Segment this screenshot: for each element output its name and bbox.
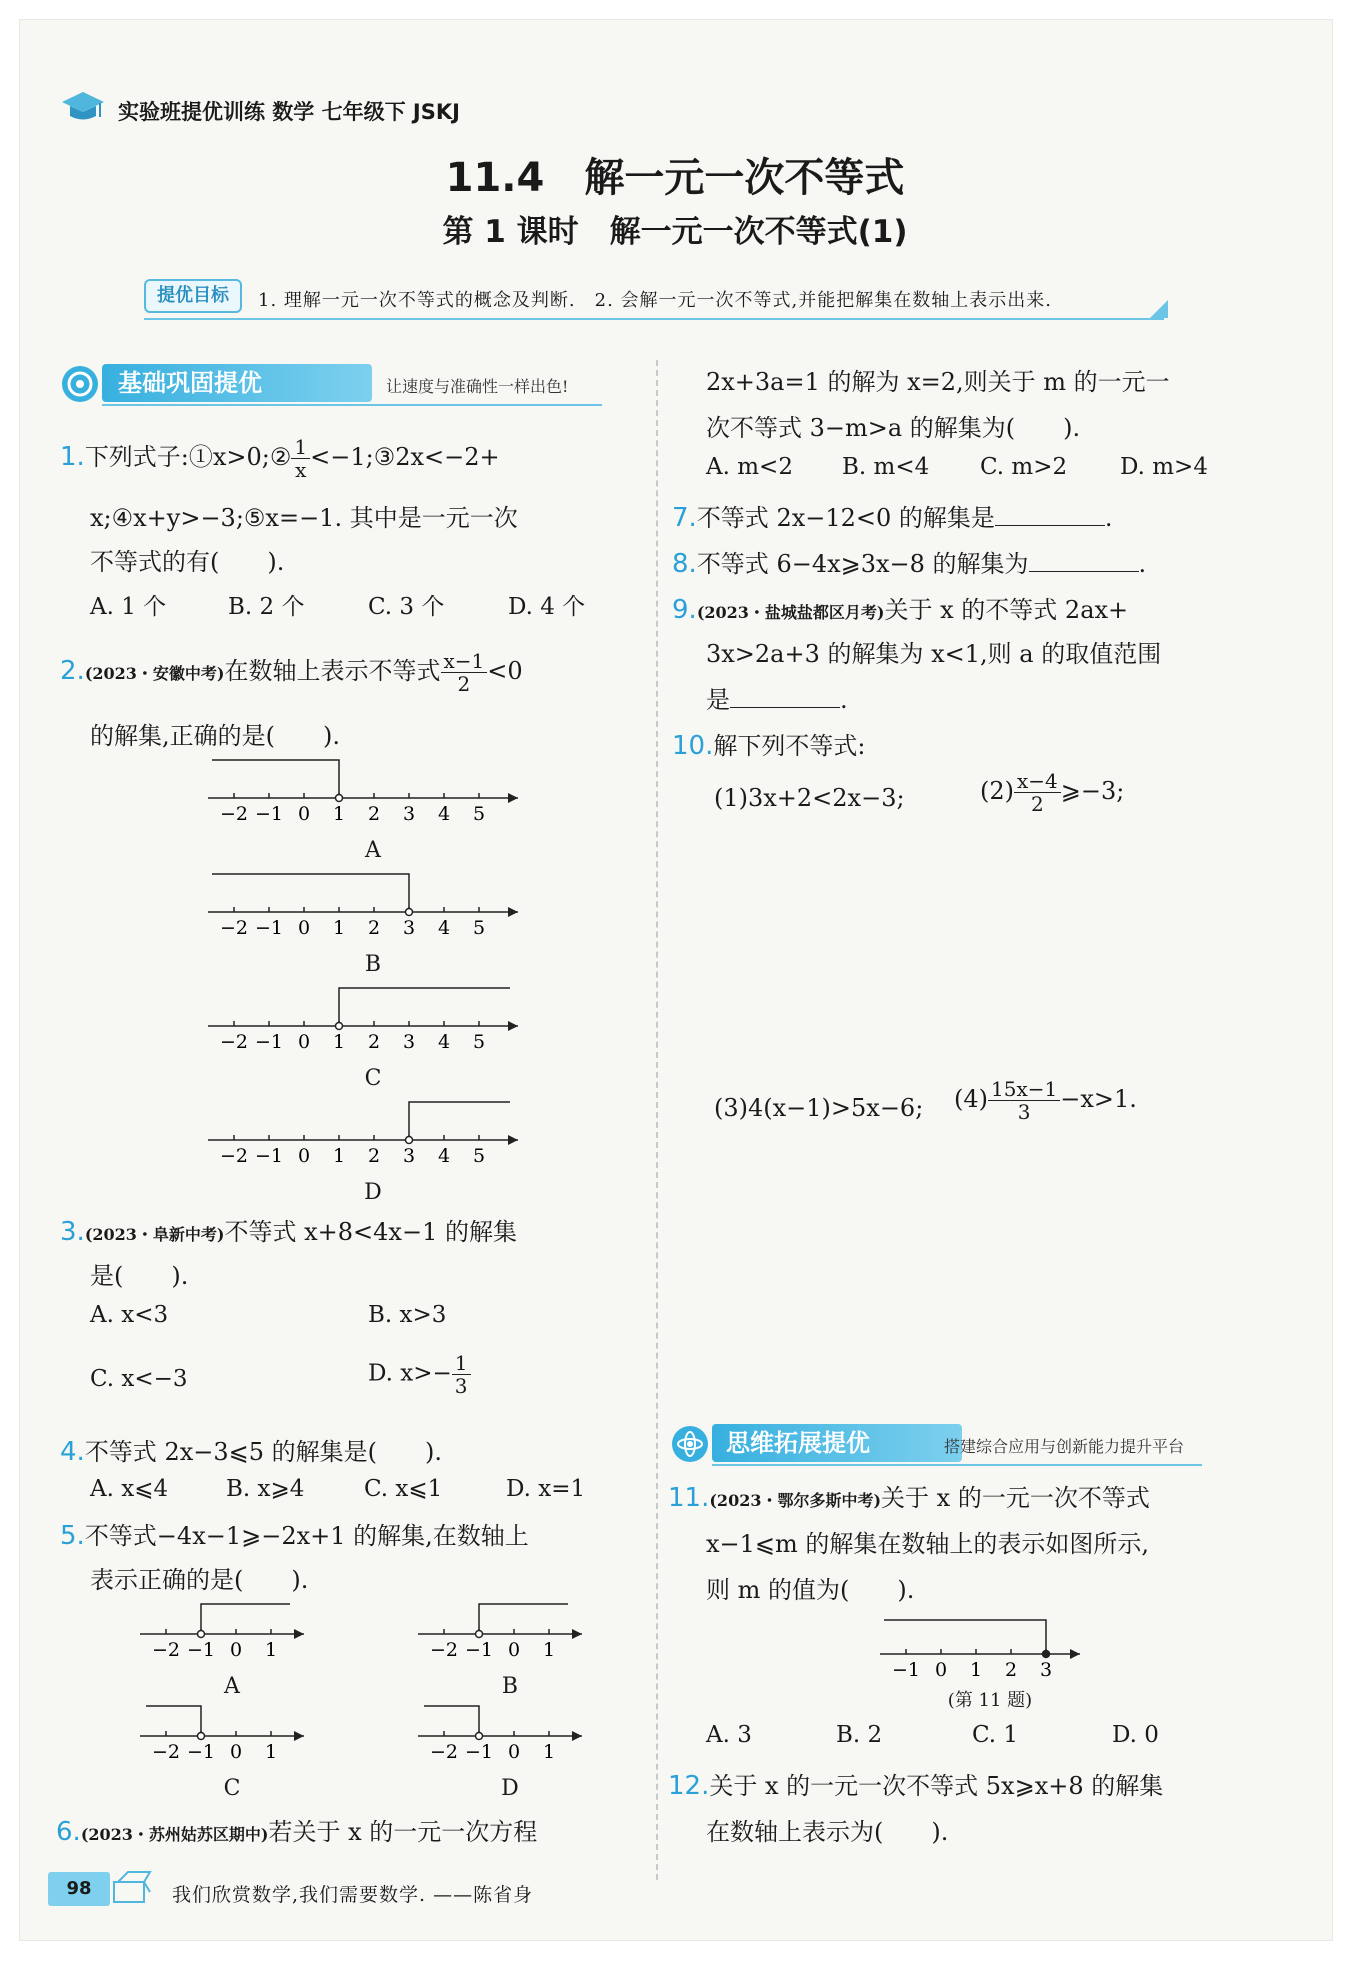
q1-option-b: B. 2 个 bbox=[228, 594, 305, 620]
q11-line3: 则 m 的值为( ). bbox=[706, 1576, 915, 1604]
endpoint-marker bbox=[198, 1733, 205, 1740]
tick-label: 0 bbox=[297, 1145, 311, 1167]
section-subtitle-extension: 搭建综合应用与创新能力提升平台 bbox=[944, 1437, 1185, 1456]
tick-label: 1 bbox=[542, 1639, 556, 1661]
q12-line1: 12.关于 x 的一元一次不等式 5x⩾x+8 的解集 bbox=[668, 1771, 1164, 1801]
q1-fraction: $\frac{1}{x}$ bbox=[291, 436, 310, 481]
q12-line2: 在数轴上表示为( ). bbox=[706, 1818, 949, 1846]
tick-label: −1 bbox=[254, 1031, 284, 1053]
tick-label: 1 bbox=[332, 803, 346, 825]
section-title: 11.4 解一元一次不等式 bbox=[445, 155, 905, 201]
tick-label: 2 bbox=[367, 1145, 381, 1167]
number-line-c bbox=[208, 980, 538, 1091]
number-line-b bbox=[208, 866, 538, 977]
axis-arrow-icon bbox=[1070, 1649, 1080, 1659]
figure-label: B bbox=[501, 1674, 519, 1699]
goals-corner-mark bbox=[1150, 300, 1168, 318]
goals-tag: 提优目标 bbox=[144, 279, 242, 313]
q5-line1: 5.不等式−4x−1⩾−2x+1 的解集,在数轴上 bbox=[60, 1521, 529, 1551]
target-icon bbox=[62, 366, 98, 402]
solution-bracket bbox=[409, 1102, 510, 1140]
q3-line2: 是( ). bbox=[90, 1262, 189, 1290]
tick-label: 5 bbox=[472, 803, 486, 825]
tick-label: 5 bbox=[472, 1145, 486, 1167]
figure-label: C bbox=[364, 1066, 382, 1091]
q3-option-d: D. x>− $\frac{1}{3}$ bbox=[368, 1352, 471, 1397]
tick-label: 4 bbox=[437, 917, 451, 939]
q11-option-a: A. 3 bbox=[706, 1722, 752, 1748]
q9-line1: 9.(2023・盐城盐都区月考)关于 x 的不等式 2ax+ bbox=[672, 595, 1129, 625]
tick-label: −2 bbox=[219, 917, 249, 939]
number-line-d bbox=[418, 1698, 602, 1801]
axis-arrow-icon bbox=[508, 1021, 518, 1031]
tick-label: 2 bbox=[367, 1031, 381, 1053]
tick-label: 0 bbox=[934, 1659, 948, 1681]
tick-label: −1 bbox=[891, 1659, 921, 1681]
tick-label: 0 bbox=[229, 1741, 243, 1763]
q3-line1: 3.(2023・阜新中考)不等式 x+8<4x−1 的解集 bbox=[60, 1217, 517, 1247]
q6-line2: 2x+3a=1 的解为 x=2,则关于 m 的一元一 bbox=[706, 368, 1170, 396]
solution-bracket bbox=[884, 1620, 1046, 1654]
number-line-c bbox=[140, 1698, 324, 1801]
lesson-subtitle: 第 1 课时 解一元一次不等式(1) bbox=[442, 214, 908, 250]
q7-blank bbox=[995, 503, 1105, 526]
solution-bracket bbox=[146, 1706, 201, 1736]
q10-part2: (2) $\frac{x-4}{2}$ ⩾−3; bbox=[980, 769, 1125, 816]
q5-line2: 表示正确的是( ). bbox=[90, 1566, 309, 1594]
tick-label: 3 bbox=[1039, 1659, 1053, 1681]
figure-label: C bbox=[223, 1776, 241, 1801]
figure-label: D bbox=[364, 1180, 382, 1205]
q4-option-a: A. x⩽4 bbox=[90, 1476, 169, 1502]
q1-line1: 1.下列式子:①x>0;② $\frac{1}{x}$ <−1;③2x<−2+ bbox=[60, 435, 500, 482]
endpoint-marker bbox=[476, 1733, 483, 1740]
graduation-cap-icon bbox=[60, 90, 106, 128]
endpoint-marker bbox=[336, 795, 343, 802]
q11-option-b: B. 2 bbox=[836, 1722, 883, 1748]
q8-line: 8.不等式 6−4x⩾3x−8 的解集为 . bbox=[672, 549, 1147, 579]
q2-fraction: $\frac{x-1}{2}$ bbox=[441, 650, 488, 695]
tick-label: 2 bbox=[367, 803, 381, 825]
solution-bracket bbox=[479, 1604, 568, 1634]
q1-option-d: D. 4 个 bbox=[508, 594, 586, 620]
axis-arrow-icon bbox=[508, 793, 518, 803]
tick-label: 0 bbox=[507, 1639, 521, 1661]
tick-label: 0 bbox=[297, 917, 311, 939]
page-number: 98 bbox=[48, 1872, 110, 1906]
number-line-d bbox=[208, 1094, 538, 1205]
tick-label: −2 bbox=[219, 803, 249, 825]
tick-label: 0 bbox=[507, 1741, 521, 1763]
tick-label: 2 bbox=[1004, 1659, 1018, 1681]
figure-label: D bbox=[501, 1776, 519, 1801]
section-banner-basic bbox=[62, 364, 612, 404]
q10-part4: (4) $\frac{15x-1}{3}$ −x>1. bbox=[954, 1077, 1137, 1124]
axis-arrow-icon bbox=[294, 1629, 304, 1639]
q3-option-a: A. x<3 bbox=[90, 1302, 169, 1328]
solution-bracket bbox=[201, 1604, 290, 1634]
tick-label: −1 bbox=[464, 1639, 494, 1661]
q3-option-c: C. x<−3 bbox=[90, 1366, 188, 1392]
q4-option-c: C. x⩽1 bbox=[364, 1476, 443, 1502]
axis-arrow-icon bbox=[572, 1629, 582, 1639]
q11-option-d: D. 0 bbox=[1112, 1722, 1159, 1748]
tick-label: −2 bbox=[219, 1031, 249, 1053]
tick-label: 1 bbox=[542, 1741, 556, 1763]
tick-label: −1 bbox=[186, 1639, 216, 1661]
q6-option-d: D. m>4 bbox=[1120, 454, 1208, 480]
tick-label: 3 bbox=[402, 1145, 416, 1167]
tick-label: −2 bbox=[429, 1741, 459, 1763]
tick-label: 5 bbox=[472, 917, 486, 939]
endpoint-marker bbox=[476, 1631, 483, 1638]
tick-label: 5 bbox=[472, 1031, 486, 1053]
tick-label: 0 bbox=[297, 803, 311, 825]
figure-label: A bbox=[365, 838, 381, 863]
tick-label: 3 bbox=[402, 1031, 416, 1053]
tick-label: −1 bbox=[254, 917, 284, 939]
q11-option-c: C. 1 bbox=[972, 1722, 1019, 1748]
tick-label: 1 bbox=[264, 1639, 278, 1661]
tick-label: −1 bbox=[254, 803, 284, 825]
endpoint-marker bbox=[406, 1137, 413, 1144]
solution-bracket bbox=[212, 760, 339, 798]
tick-label: 1 bbox=[332, 1031, 346, 1053]
tick-label: 3 bbox=[402, 803, 416, 825]
q2-line2: 的解集,正确的是( ). bbox=[90, 722, 340, 750]
q1-line3: 不等式的有( ). bbox=[90, 548, 285, 576]
q7-line: 7.不等式 2x−12<0 的解集是 . bbox=[672, 503, 1113, 533]
q9-blank bbox=[730, 685, 840, 708]
axis-arrow-icon bbox=[572, 1731, 582, 1741]
book-title: 实验班提优训练 数学 七年级下 JSKJ bbox=[118, 100, 460, 124]
q10-line1: 10.解下列不等式: bbox=[672, 731, 866, 761]
axis-arrow-icon bbox=[294, 1731, 304, 1741]
q9-line2: 3x>2a+3 的解集为 x<1,则 a 的取值范围 bbox=[706, 640, 1162, 668]
q10-part1: (1)3x+2<2x−3; bbox=[714, 784, 905, 812]
atom-icon bbox=[672, 1426, 708, 1462]
tick-label: −2 bbox=[429, 1639, 459, 1661]
tick-label: 0 bbox=[297, 1031, 311, 1053]
q6-line1: 6.(2023・苏州姑苏区期中)若关于 x 的一元一次方程 bbox=[56, 1817, 538, 1847]
q11-figure-caption: (第 11 题) bbox=[947, 1690, 1033, 1711]
endpoint-marker bbox=[198, 1631, 205, 1638]
q11-line1: 11.(2023・鄂尔多斯中考)关于 x 的一元一次不等式 bbox=[668, 1483, 1150, 1513]
q8-blank bbox=[1029, 549, 1139, 572]
endpoint-marker bbox=[406, 909, 413, 916]
q6-option-b: B. m<4 bbox=[842, 454, 930, 480]
number-line-b bbox=[418, 1596, 602, 1699]
tick-label: 1 bbox=[332, 1145, 346, 1167]
solution-bracket bbox=[212, 874, 409, 912]
axis-arrow-icon bbox=[508, 907, 518, 917]
number-line-a bbox=[208, 752, 538, 863]
q6-line3: 次不等式 3−m>a 的解集为( ). bbox=[706, 414, 1081, 442]
q6-option-c: C. m>2 bbox=[980, 454, 1068, 480]
tick-label: 1 bbox=[264, 1741, 278, 1763]
tick-label: −1 bbox=[464, 1741, 494, 1763]
section-title-extension: 思维拓展提优 bbox=[712, 1424, 962, 1462]
q3-option-b: B. x>3 bbox=[368, 1302, 447, 1328]
number-line-a bbox=[140, 1596, 324, 1699]
solution-bracket bbox=[339, 988, 510, 1026]
tick-label: 1 bbox=[332, 917, 346, 939]
q2-line1: 2.(2023・安徽中考)在数轴上表示不等式 $\frac{x-1}{2}$ <0 bbox=[60, 649, 523, 696]
q11-line2: x−1⩽m 的解集在数轴上的表示如图所示, bbox=[706, 1530, 1150, 1558]
book-stack-icon bbox=[110, 1868, 154, 1912]
tick-label: −2 bbox=[151, 1741, 181, 1763]
tick-label: −2 bbox=[151, 1639, 181, 1661]
q4-line1: 4.不等式 2x−3⩽5 的解集是( ). bbox=[60, 1437, 442, 1467]
section-banner-extension bbox=[672, 1424, 1212, 1464]
solution-bracket bbox=[424, 1706, 479, 1736]
endpoint-marker bbox=[1043, 1651, 1050, 1658]
footer-quote: 我们欣赏数学,我们需要数学. ——陈省身 bbox=[172, 1884, 534, 1906]
q1-option-c: C. 3 个 bbox=[368, 594, 445, 620]
q6-option-a: A. m<2 bbox=[706, 454, 793, 480]
tick-label: 1 bbox=[969, 1659, 983, 1681]
tick-label: 0 bbox=[229, 1639, 243, 1661]
tick-label: −1 bbox=[254, 1145, 284, 1167]
endpoint-marker bbox=[336, 1023, 343, 1030]
banner-underline bbox=[102, 404, 602, 406]
section-title-basic: 基础巩固提优 bbox=[102, 364, 372, 402]
banner-underline bbox=[712, 1464, 1202, 1466]
q1-line2: x;④x+y>−3;⑤x=−1. 其中是一元一次 bbox=[90, 504, 518, 532]
tick-label: 4 bbox=[437, 1145, 451, 1167]
q10-part3: (3)4(x−1)>5x−6; bbox=[714, 1094, 924, 1122]
figure-label: B bbox=[364, 952, 382, 977]
goals-text: 1. 理解一元一次不等式的概念及判断. 2. 会解一元一次不等式,并能把解集在数轴上表示出来. bbox=[258, 290, 1052, 311]
column-divider bbox=[656, 360, 658, 1880]
q4-option-d: D. x=1 bbox=[506, 1476, 586, 1502]
q4-option-b: B. x⩾4 bbox=[226, 1476, 305, 1502]
tick-label: −1 bbox=[186, 1741, 216, 1763]
figure-label: A bbox=[224, 1674, 240, 1699]
section-subtitle-basic: 让速度与准确性一样出色! bbox=[386, 377, 569, 396]
q1-option-a: A. 1 个 bbox=[90, 594, 167, 620]
tick-label: 4 bbox=[437, 1031, 451, 1053]
tick-label: 4 bbox=[437, 803, 451, 825]
tick-label: 2 bbox=[367, 917, 381, 939]
goals-underline bbox=[144, 318, 1164, 320]
axis-arrow-icon bbox=[508, 1135, 518, 1145]
q9-line3: 是 . bbox=[706, 686, 848, 714]
tick-label: 3 bbox=[402, 917, 416, 939]
tick-label: −2 bbox=[219, 1145, 249, 1167]
